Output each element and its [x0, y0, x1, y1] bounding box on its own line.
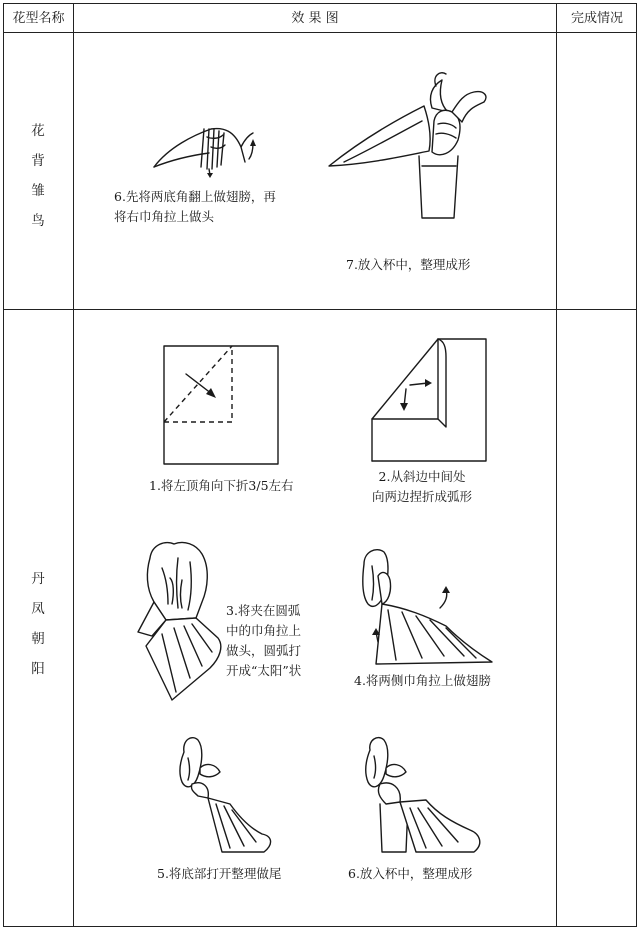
step7-caption: [346, 255, 470, 275]
caption-line: 1.将左顶角向下折3/5左右: [149, 478, 294, 493]
step5-caption: [157, 864, 281, 884]
caption-line: 2.从斜边中间处: [378, 469, 466, 484]
caption-line: 6.放入杯中，整理成形: [348, 866, 473, 881]
phoenix-in-cup-illustration: [356, 734, 488, 858]
name-char: 凤: [31, 601, 45, 617]
caption-line: 将右巾角拉上做头: [114, 209, 215, 224]
header-completion: 完成情况: [570, 11, 623, 26]
step3-caption: [226, 601, 301, 681]
step6-caption: [114, 187, 276, 227]
name-char: 雏: [31, 183, 45, 199]
caption-line: 5.将底部打开整理做尾: [157, 866, 282, 881]
name-char: 背: [31, 153, 45, 169]
sun-head-illustration: [132, 538, 228, 702]
row1-flower-name: [4, 116, 72, 236]
lift-wings-illustration: [356, 546, 500, 670]
step2-caption: [372, 467, 472, 507]
bird-wings-folding-illustration: [149, 117, 259, 177]
caption-line: 4.将两侧巾角拉上做翅膀: [354, 673, 491, 688]
name-char: 鸟: [31, 213, 45, 229]
step1-caption: [149, 476, 294, 496]
bird-in-cup-illustration: [324, 66, 494, 226]
caption-line: 向两边捏折成弧形: [372, 489, 473, 504]
column-divider: [556, 4, 557, 926]
napkin-folding-table: [3, 3, 637, 927]
name-char: 朝: [31, 631, 45, 647]
pleat-folding-illustration: [370, 337, 490, 463]
caption-line: 做头，圆弧打: [226, 643, 302, 658]
fold-corner-down-illustration: [162, 344, 282, 468]
caption-line: 开成“太阳”状: [226, 663, 302, 678]
row-divider: [4, 309, 636, 310]
column-divider: [73, 4, 74, 926]
header-flower-name: 花型名称: [12, 11, 65, 26]
caption-line: 3.将夹在圆弧: [226, 603, 301, 618]
open-tail-illustration: [164, 734, 276, 858]
name-char: 丹: [31, 571, 45, 587]
step4-caption: [354, 671, 491, 691]
header-effect-image: 效 果 图: [291, 11, 339, 26]
row2-flower-name: [4, 564, 72, 684]
step6b-caption: [348, 864, 472, 884]
caption-line: 中的巾角拉上: [226, 623, 302, 638]
caption-line: 6.先将两底角翻上做翅膀，再: [114, 189, 276, 204]
caption-line: 7.放入杯中，整理成形: [346, 257, 471, 272]
name-char: 阳: [31, 661, 45, 677]
name-char: 花: [31, 123, 45, 139]
